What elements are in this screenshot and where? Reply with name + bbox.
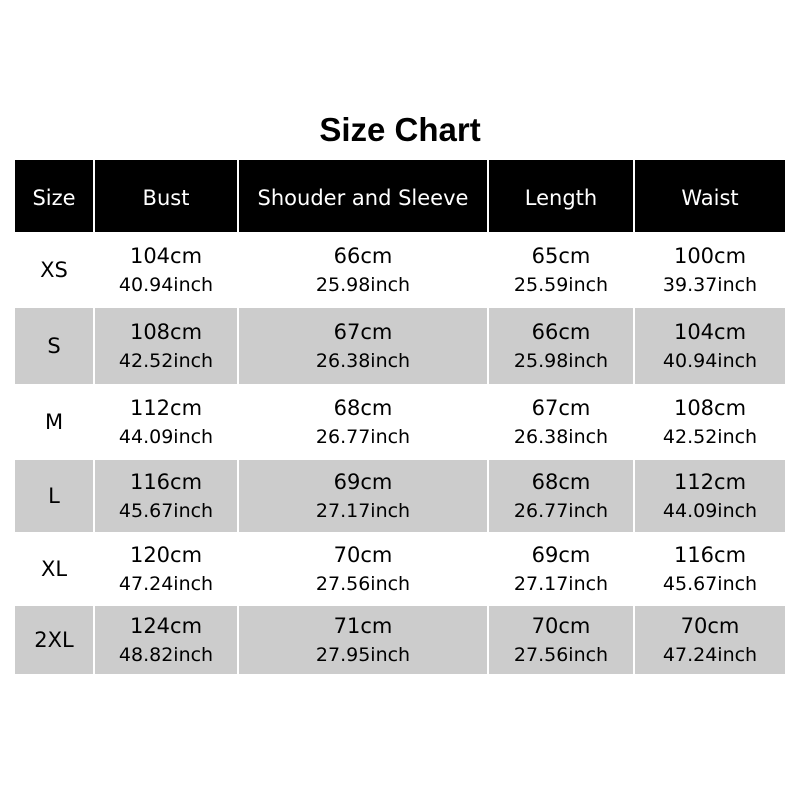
waist-cell — [635, 606, 785, 674]
length-cm: 70cm — [531, 614, 591, 638]
bust-cell — [95, 308, 237, 384]
size-cell: S — [15, 308, 93, 384]
shoulder-sleeve-inch: 27.95inch — [315, 644, 411, 666]
waist-inch: 47.24inch — [662, 644, 758, 666]
length-inch: 27.56inch — [513, 644, 609, 666]
shoulder-sleeve-cell — [239, 386, 487, 458]
size-cell: L — [15, 460, 93, 532]
waist-cm: 112cm — [673, 470, 747, 494]
shoulder-sleeve-cm: 68cm — [333, 396, 393, 420]
shoulder-sleeve-inch: 26.38inch — [315, 350, 411, 372]
chart-title: Size Chart — [319, 111, 481, 148]
shoulder-sleeve-inch: 25.98inch — [315, 274, 411, 296]
header-shoulder-sleeve: Shouder and Sleeve — [239, 160, 487, 232]
waist-cell — [635, 234, 785, 306]
bust-inch: 48.82inch — [118, 644, 214, 666]
length-inch: 27.17inch — [513, 573, 609, 595]
waist-inch: 42.52inch — [662, 426, 758, 448]
length-cm: 65cm — [531, 244, 591, 268]
waist-inch: 39.37inch — [662, 274, 758, 296]
length-cm: 68cm — [531, 470, 591, 494]
size-cell: XS — [15, 234, 93, 306]
bust-cell — [95, 386, 237, 458]
shoulder-sleeve-inch: 27.17inch — [315, 500, 411, 522]
length-cm: 66cm — [531, 320, 591, 344]
bust-inch: 44.09inch — [118, 426, 214, 448]
bust-cm: 108cm — [129, 320, 203, 344]
shoulder-sleeve-cell — [239, 308, 487, 384]
bust-cm: 120cm — [129, 543, 203, 567]
bust-cell — [95, 534, 237, 604]
bust-cell — [95, 234, 237, 306]
bust-cm: 112cm — [129, 396, 203, 420]
header-waist: Waist — [635, 160, 785, 232]
shoulder-sleeve-cell — [239, 606, 487, 674]
waist-cm: 104cm — [673, 320, 747, 344]
waist-inch: 44.09inch — [662, 500, 758, 522]
length-cm: 67cm — [531, 396, 591, 420]
size-cell: M — [15, 386, 93, 458]
shoulder-sleeve-cm: 71cm — [333, 614, 393, 638]
bust-cm: 116cm — [129, 470, 203, 494]
size-chart-table — [15, 160, 785, 676]
waist-cell — [635, 460, 785, 532]
shoulder-sleeve-cell — [239, 234, 487, 306]
length-cell — [489, 234, 633, 306]
shoulder-sleeve-inch: 27.56inch — [315, 573, 411, 595]
length-cell — [489, 386, 633, 458]
length-cell — [489, 460, 633, 532]
bust-inch: 42.52inch — [118, 350, 214, 372]
size-cell: XL — [15, 534, 93, 604]
length-inch: 25.59inch — [513, 274, 609, 296]
bust-cm: 104cm — [129, 244, 203, 268]
header-bust: Bust — [95, 160, 237, 232]
shoulder-sleeve-cm: 66cm — [333, 244, 393, 268]
length-inch: 26.77inch — [513, 500, 609, 522]
waist-cm: 116cm — [673, 543, 747, 567]
bust-inch: 45.67inch — [118, 500, 214, 522]
bust-inch: 47.24inch — [118, 573, 214, 595]
shoulder-sleeve-cm: 69cm — [333, 470, 393, 494]
bust-cell — [95, 460, 237, 532]
size-cell: 2XL — [15, 606, 93, 674]
length-inch: 25.98inch — [513, 350, 609, 372]
waist-inch: 40.94inch — [662, 350, 758, 372]
waist-cm: 100cm — [673, 244, 747, 268]
waist-cm: 70cm — [680, 614, 740, 638]
length-cm: 69cm — [531, 543, 591, 567]
shoulder-sleeve-cm: 67cm — [333, 320, 393, 344]
waist-inch: 45.67inch — [662, 573, 758, 595]
header-size: Size — [15, 160, 93, 232]
waist-cell — [635, 308, 785, 384]
shoulder-sleeve-inch: 26.77inch — [315, 426, 411, 448]
length-cell — [489, 606, 633, 674]
length-inch: 26.38inch — [513, 426, 609, 448]
shoulder-sleeve-cell — [239, 460, 487, 532]
bust-inch: 40.94inch — [118, 274, 214, 296]
header-length: Length — [489, 160, 633, 232]
length-cell — [489, 308, 633, 384]
shoulder-sleeve-cm: 70cm — [333, 543, 393, 567]
waist-cell — [635, 386, 785, 458]
bust-cell — [95, 606, 237, 674]
bust-cm: 124cm — [129, 614, 203, 638]
waist-cm: 108cm — [673, 396, 747, 420]
shoulder-sleeve-cell — [239, 534, 487, 604]
length-cell — [489, 534, 633, 604]
waist-cell — [635, 534, 785, 604]
